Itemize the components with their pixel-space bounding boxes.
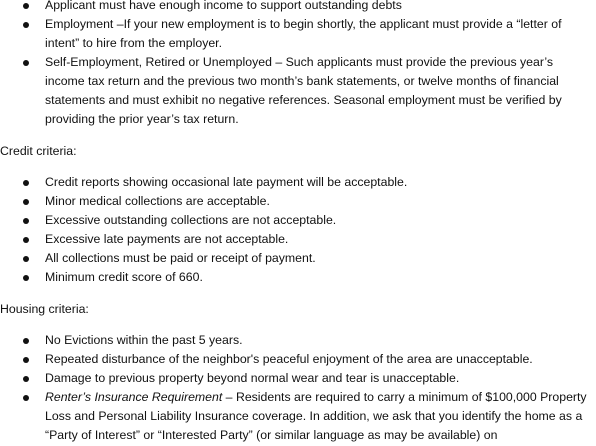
bullet-icon — [23, 237, 29, 243]
bullet-icon — [23, 275, 29, 281]
credit-criteria-heading: Credit criteria: — [0, 144, 77, 158]
list-item-text: Credit reports showing occasional late payment will be acceptable. — [45, 175, 408, 189]
renters-insurance-text: – Residents are required to carry a minimum of $100,000 Property Loss and Personal Liability Insurance coverage. In addition, we ask that you identify the home as a “Party of Interest” or “Interested Party” (or similar language as may be available) on — [45, 390, 587, 442]
list-item — [0, 331, 596, 350]
list-item-text: All collections must be paid or receipt of payment. — [45, 251, 316, 265]
bullet-icon — [23, 376, 29, 382]
list-item-text: Minor medical collections are acceptable. — [45, 194, 270, 208]
bullet-icon — [23, 22, 29, 28]
list-item-text: Self-Employment, Retired or Unemployed – Such applicants must provide the previous year’s income tax return and the previous two month’s bank statements, or twelve months of financial statements and must exhibit no negative references. Seasonal employment must be verified by providing the prior year’s tax return. — [45, 55, 562, 126]
list-item — [0, 211, 596, 230]
bullet-icon — [23, 256, 29, 262]
bullet-icon — [23, 338, 29, 344]
bullet-icon — [23, 395, 29, 401]
list-item — [0, 249, 596, 268]
housing-criteria-list — [0, 331, 596, 445]
bullet-icon — [23, 3, 29, 9]
credit-criteria-list — [0, 173, 596, 287]
bullet-icon — [23, 357, 29, 363]
housing-criteria-heading: Housing criteria: — [0, 302, 89, 316]
renters-insurance-item — [0, 388, 596, 445]
list-item — [0, 369, 596, 388]
list-item-text: Damage to previous property beyond normal wear and tear is unacceptable. — [45, 371, 460, 385]
list-item — [0, 53, 596, 129]
list-item-text: No Evictions within the past 5 years. — [45, 333, 243, 347]
list-item — [0, 350, 596, 369]
list-item — [0, 0, 596, 15]
list-item — [0, 268, 596, 287]
bullet-icon — [23, 199, 29, 205]
list-item-text: Repeated disturbance of the neighbor's peaceful enjoyment of the area are unacceptable. — [45, 352, 533, 366]
renters-insurance-title: Renter’s Insurance Requirement — [45, 390, 223, 404]
list-item-text: Minimum credit score of 660. — [45, 270, 203, 284]
list-item-text: Excessive late payments are not acceptable. — [45, 232, 289, 246]
list-item — [0, 173, 596, 192]
list-item — [0, 15, 596, 53]
income-criteria-list — [0, 0, 596, 129]
bullet-icon — [23, 180, 29, 186]
list-item-text: Employment –If your new employment is to begin shortly, the applicant must provide a “letter of intent” to hire from the employer. — [45, 17, 562, 50]
list-item — [0, 230, 596, 249]
list-item-text: Excessive outstanding collections are not acceptable. — [45, 213, 337, 227]
bullet-icon — [23, 218, 29, 224]
bullet-icon — [23, 60, 29, 66]
list-item — [0, 192, 596, 211]
list-item-text: Applicant must have enough income to support outstanding debts — [45, 0, 402, 12]
